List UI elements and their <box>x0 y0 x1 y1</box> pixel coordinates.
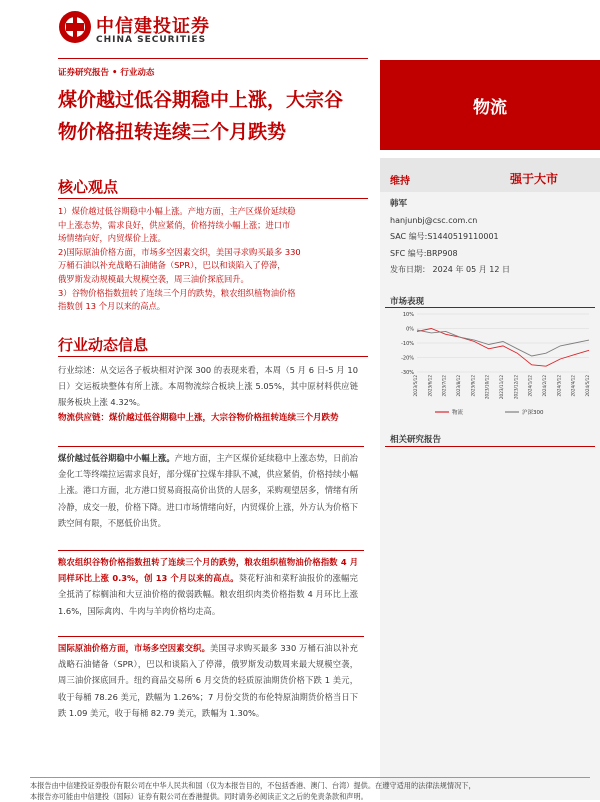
brand-logo-icon <box>58 10 92 44</box>
core-point: 万桶石油以补充战略石油储备（SPR），巴以和谈陷入了停滞， <box>58 260 286 271</box>
footer-line: 本报告亦可能由中信建投（国际）证券有限公司在香港提供。同时请务必阅读正文之后的免责条款和声明。 <box>30 792 368 801</box>
industry-summary: 行业综述：从交运各子板块相对沪深 300 的表现来看，本周（5 月 6 日-5 月 10 日）交运板块整体有所上涨。本周物流综合板块上涨 5.05%，其中原材料供应链服务板块上涨 4.32%。 <box>58 365 358 408</box>
rating-label: 维持 <box>390 176 410 187</box>
core-point: 中上涨态势，需求良好，供应紧俏，价格持续小幅上涨；进口市 <box>58 219 291 230</box>
y-tick-label: 0% <box>406 326 414 333</box>
legend-label: 物流 <box>452 410 464 416</box>
core-point: 指数创 13 个月以来的高点。 <box>58 301 166 312</box>
analyst-sfc: SFC 编号:BRP908 <box>390 248 458 258</box>
core-title: 核心观点 <box>58 178 119 196</box>
analyst-email: hanjunbj@csc.com.cn <box>390 215 478 225</box>
x-tick-label: 2023/11/12 <box>499 375 504 400</box>
core-point: 2)国际原油价格方面，市场多空因素交织，美国寻求购买最多 330 <box>58 246 301 257</box>
header-divider <box>58 58 368 59</box>
x-tick-label: 2023/8/12 <box>456 375 461 397</box>
oil-paragraph-body: 美国寻求购买最多 330 万桶石油以补充战略石油储备（SPR），巴以和谈陷入了停滞，俄罗斯发动数周来最大规模空袭，周三油价探底回升。纽约商品交易所 6 月交货的轻质原油期货价格下跌 1 美元，收于每桶 78.26 美元，跌幅为 1.26%；7 月份交货的布伦特原油期货价格当日下跌 1.09 美元，收于每桶 82.79 美元，跌幅为 1.30%。 <box>58 643 358 718</box>
core-point: 俄罗斯发动规模最大规模空袭，周三油价探底回升。 <box>58 273 249 284</box>
coal-paragraph-body: 产地方面，主产区煤价延续稳中上涨态势，日前冶金化工等终端拉运需求良好，部分煤矿拉煤车排队不减，供应紧俏，价格持续小幅上涨。港口方面，北方港口贸易商报高价出货的人居多，采购观望居多，情绪有所冷静，成交一般，价格下降。进口市场情绪向好，内贸煤价上涨，外方认为价格下跌空间有限，不愿低价出货。 <box>58 453 358 528</box>
legend-label: 沪深300 <box>522 410 544 416</box>
related-research-divider <box>385 446 595 447</box>
x-tick-label: 2024/1/12 <box>527 375 533 397</box>
market-chart-title: 市场表现 <box>390 297 425 307</box>
grain-paragraph-body: 葵花籽油和菜籽油报价的涨幅完全抵消了棕榈油和大豆油价格的微弱跌幅。粮农组织肉类价格指数 4 月环比上涨 1.6%，国际禽肉、牛肉与羊肉价格均走高。 <box>58 573 358 616</box>
x-tick-label: 2024/2/12 <box>542 375 547 397</box>
industry-title: 行业动态信息 <box>58 336 149 354</box>
core-points <box>58 205 358 314</box>
sector-badge: 物流 <box>380 60 600 150</box>
grain-paragraph-lead: 粮农组织谷物价格指数扭转了连续三个月的跌势，粮农组织植物油价格指数 4 月同样环比上涨 0.3%，创 13 个月以来的高点。 <box>58 557 358 584</box>
y-tick-label: -30% <box>401 370 414 376</box>
grain-paragraph <box>58 554 358 619</box>
rating-bar <box>380 158 600 192</box>
x-tick-label: 2023/9/12 <box>470 375 476 397</box>
paragraph-divider <box>58 550 364 551</box>
paragraph-divider <box>58 636 364 637</box>
core-point: 1）煤价越过低谷期稳中小幅上涨。产地方面，主产区煤价延续稳 <box>58 206 296 216</box>
y-tick-label: -20% <box>401 355 414 362</box>
analyst-sac: SAC 编号:S1440519110001 <box>390 232 499 241</box>
brand-name-en: CHINA SECURITIES <box>96 35 207 45</box>
x-tick-label: 2024/4/12 <box>570 375 576 397</box>
headline-line-1: 煤价越过低谷期稳中上涨，大宗谷 <box>58 89 344 111</box>
footer-line: 本报告由中信建投证券股份有限公司在中华人民共和国（仅为本报告目的，不包括香港、澳门、台湾）提供。在遵守适用的法律法规情况下， <box>30 781 476 790</box>
oil-paragraph-lead: 国际原油价格方面，市场多空因素交织。 <box>58 643 211 653</box>
related-research-title: 相关研究报告 <box>390 435 442 445</box>
rating-value: 强于大市 <box>510 172 559 186</box>
x-tick-label: 2024/5/12 <box>585 375 590 397</box>
paragraph-divider <box>58 446 364 447</box>
coal-paragraph <box>58 450 358 531</box>
analyst-name: 韩军 <box>390 199 408 209</box>
footer-divider <box>30 777 590 778</box>
x-tick-label: 2023/5/12 <box>413 375 418 397</box>
report-headline <box>58 84 368 148</box>
brand-logo <box>58 8 238 50</box>
supply-chain-heading: 物流供应链：煤价越过低谷期稳中上涨，大宗谷物价格扭转连续三个月跌势 <box>58 413 339 423</box>
core-point: 3）谷物价格指数扭转了连续三个月的跌势，粮农组织植物油价格 <box>58 287 296 298</box>
brand-name-cn: 中信建投证券 <box>96 16 210 37</box>
x-tick-label: 2023/10/12 <box>484 375 490 400</box>
market-performance-chart <box>385 308 595 420</box>
y-tick-label: -10% <box>401 341 414 347</box>
x-tick-label: 2023/6/12 <box>427 375 433 397</box>
publish-date: 发布日期： 2024 年 05 月 12 日 <box>390 265 510 274</box>
x-tick-label: 2023/7/12 <box>441 375 447 397</box>
footer-disclaimer <box>30 780 590 802</box>
series-line <box>417 329 589 367</box>
headline-line-2: 物价格扭转连续三个月跌势 <box>58 121 287 143</box>
x-tick-label: 2024/3/12 <box>556 375 562 397</box>
y-tick-label: 10% <box>402 312 414 318</box>
industry-divider <box>58 356 368 357</box>
breadcrumb: 证券研究报告 • 行业动态 <box>58 68 155 78</box>
analyst-info <box>390 196 499 262</box>
oil-paragraph <box>58 640 358 721</box>
core-divider <box>58 198 368 199</box>
coal-paragraph-lead: 煤价越过低谷期稳中小幅上涨。 <box>58 453 175 463</box>
core-point: 场情绪向好，内贸煤价上涨。 <box>58 233 166 244</box>
x-tick-label: 2023/12/12 <box>513 375 519 400</box>
